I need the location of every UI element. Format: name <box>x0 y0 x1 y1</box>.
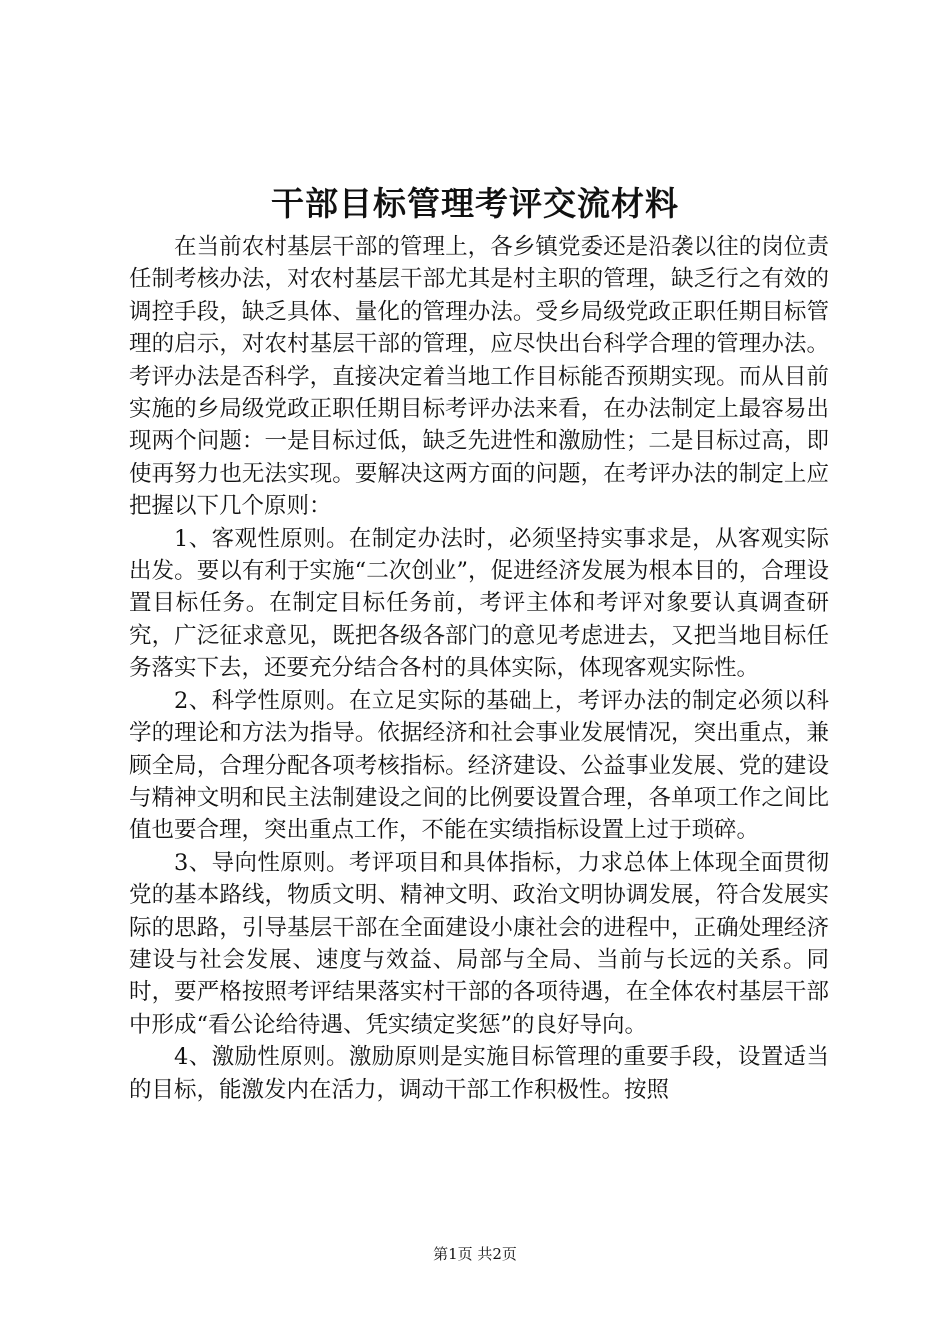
page-number-footer: 第1页 共2页 <box>433 1245 517 1263</box>
document-body <box>129 231 829 1106</box>
paragraph-objectivity: 1、客观性原则。在制定办法时，必须坚持实事求是，从客观实际出发。要以有利于实施“二次创业”，促进经济发展为根本目的，合理设置目标任务。在制定目标任务前，考评主体和考评对象要认真调查研究，广泛征求意见，既把各级各部门的意见考虑进去，又把当地目标任务落实下去，还要充分结合各村的具体实际，体现客观实际性。 <box>129 525 829 682</box>
paragraph-incentive: 4、激励性原则。激励原则是实施目标管理的重要手段，设置适当的目标，能激发内在活力，调动干部工作积极性。按照 <box>129 1044 829 1103</box>
paragraph-intro: 在当前农村基层干部的管理上，各乡镇党委还是沿袭以往的岗位责任制考核办法，对农村基层干部尤其是村主职的管理，缺乏行之有效的调控手段，缺乏具体、量化的管理办法。受乡局级党政正职任期目标管理的启示，对农村基层干部的管理，应尽快出台科学合理的管理办法。考评办法是否科学，直接决定着当地工作目标能否预期实现。而从目前实施的乡局级党政正职任期目标考评办法来看，在办法制定上最容易出现两个问题：一是目标过低，缺乏先进性和激励性；二是目标过高，即使再努力也无法实现。要解决这两方面的问题，在考评办法的制定上应把握以下几个原则： <box>129 234 829 520</box>
paragraph-guidance: 3、导向性原则。考评项目和具体指标，力求总体上体现全面贯彻党的基本路线，物质文明、精神文明、政治文明协调发展，符合发展实际的思路，引导基层干部在全面建设小康社会的进程中，正确处理经济建设与社会发展、速度与效益、局部与全局、当前与长远的关系。同时，要严格按照考评结果落实村干部的各项待遇，在全体农村基层干部中形成“看公论给待遇、凭实绩定奖惩”的良好导向。 <box>129 849 829 1038</box>
paragraph-scientific: 2、科学性原则。在立足实际的基础上，考评办法的制定必须以科学的理论和方法为指导。依据经济和社会事业发展情况，突出重点，兼顾全局，合理分配各项考核指标。经济建设、公益事业发展、党的建设与精神文明和民主法制建设之间的比例要设置合理，各单项工作之间比值也要合理，突出重点工作，不能在实绩指标设置上过于琐碎。 <box>129 687 829 844</box>
document-title: 干部目标管理考评交流材料 <box>271 184 679 223</box>
